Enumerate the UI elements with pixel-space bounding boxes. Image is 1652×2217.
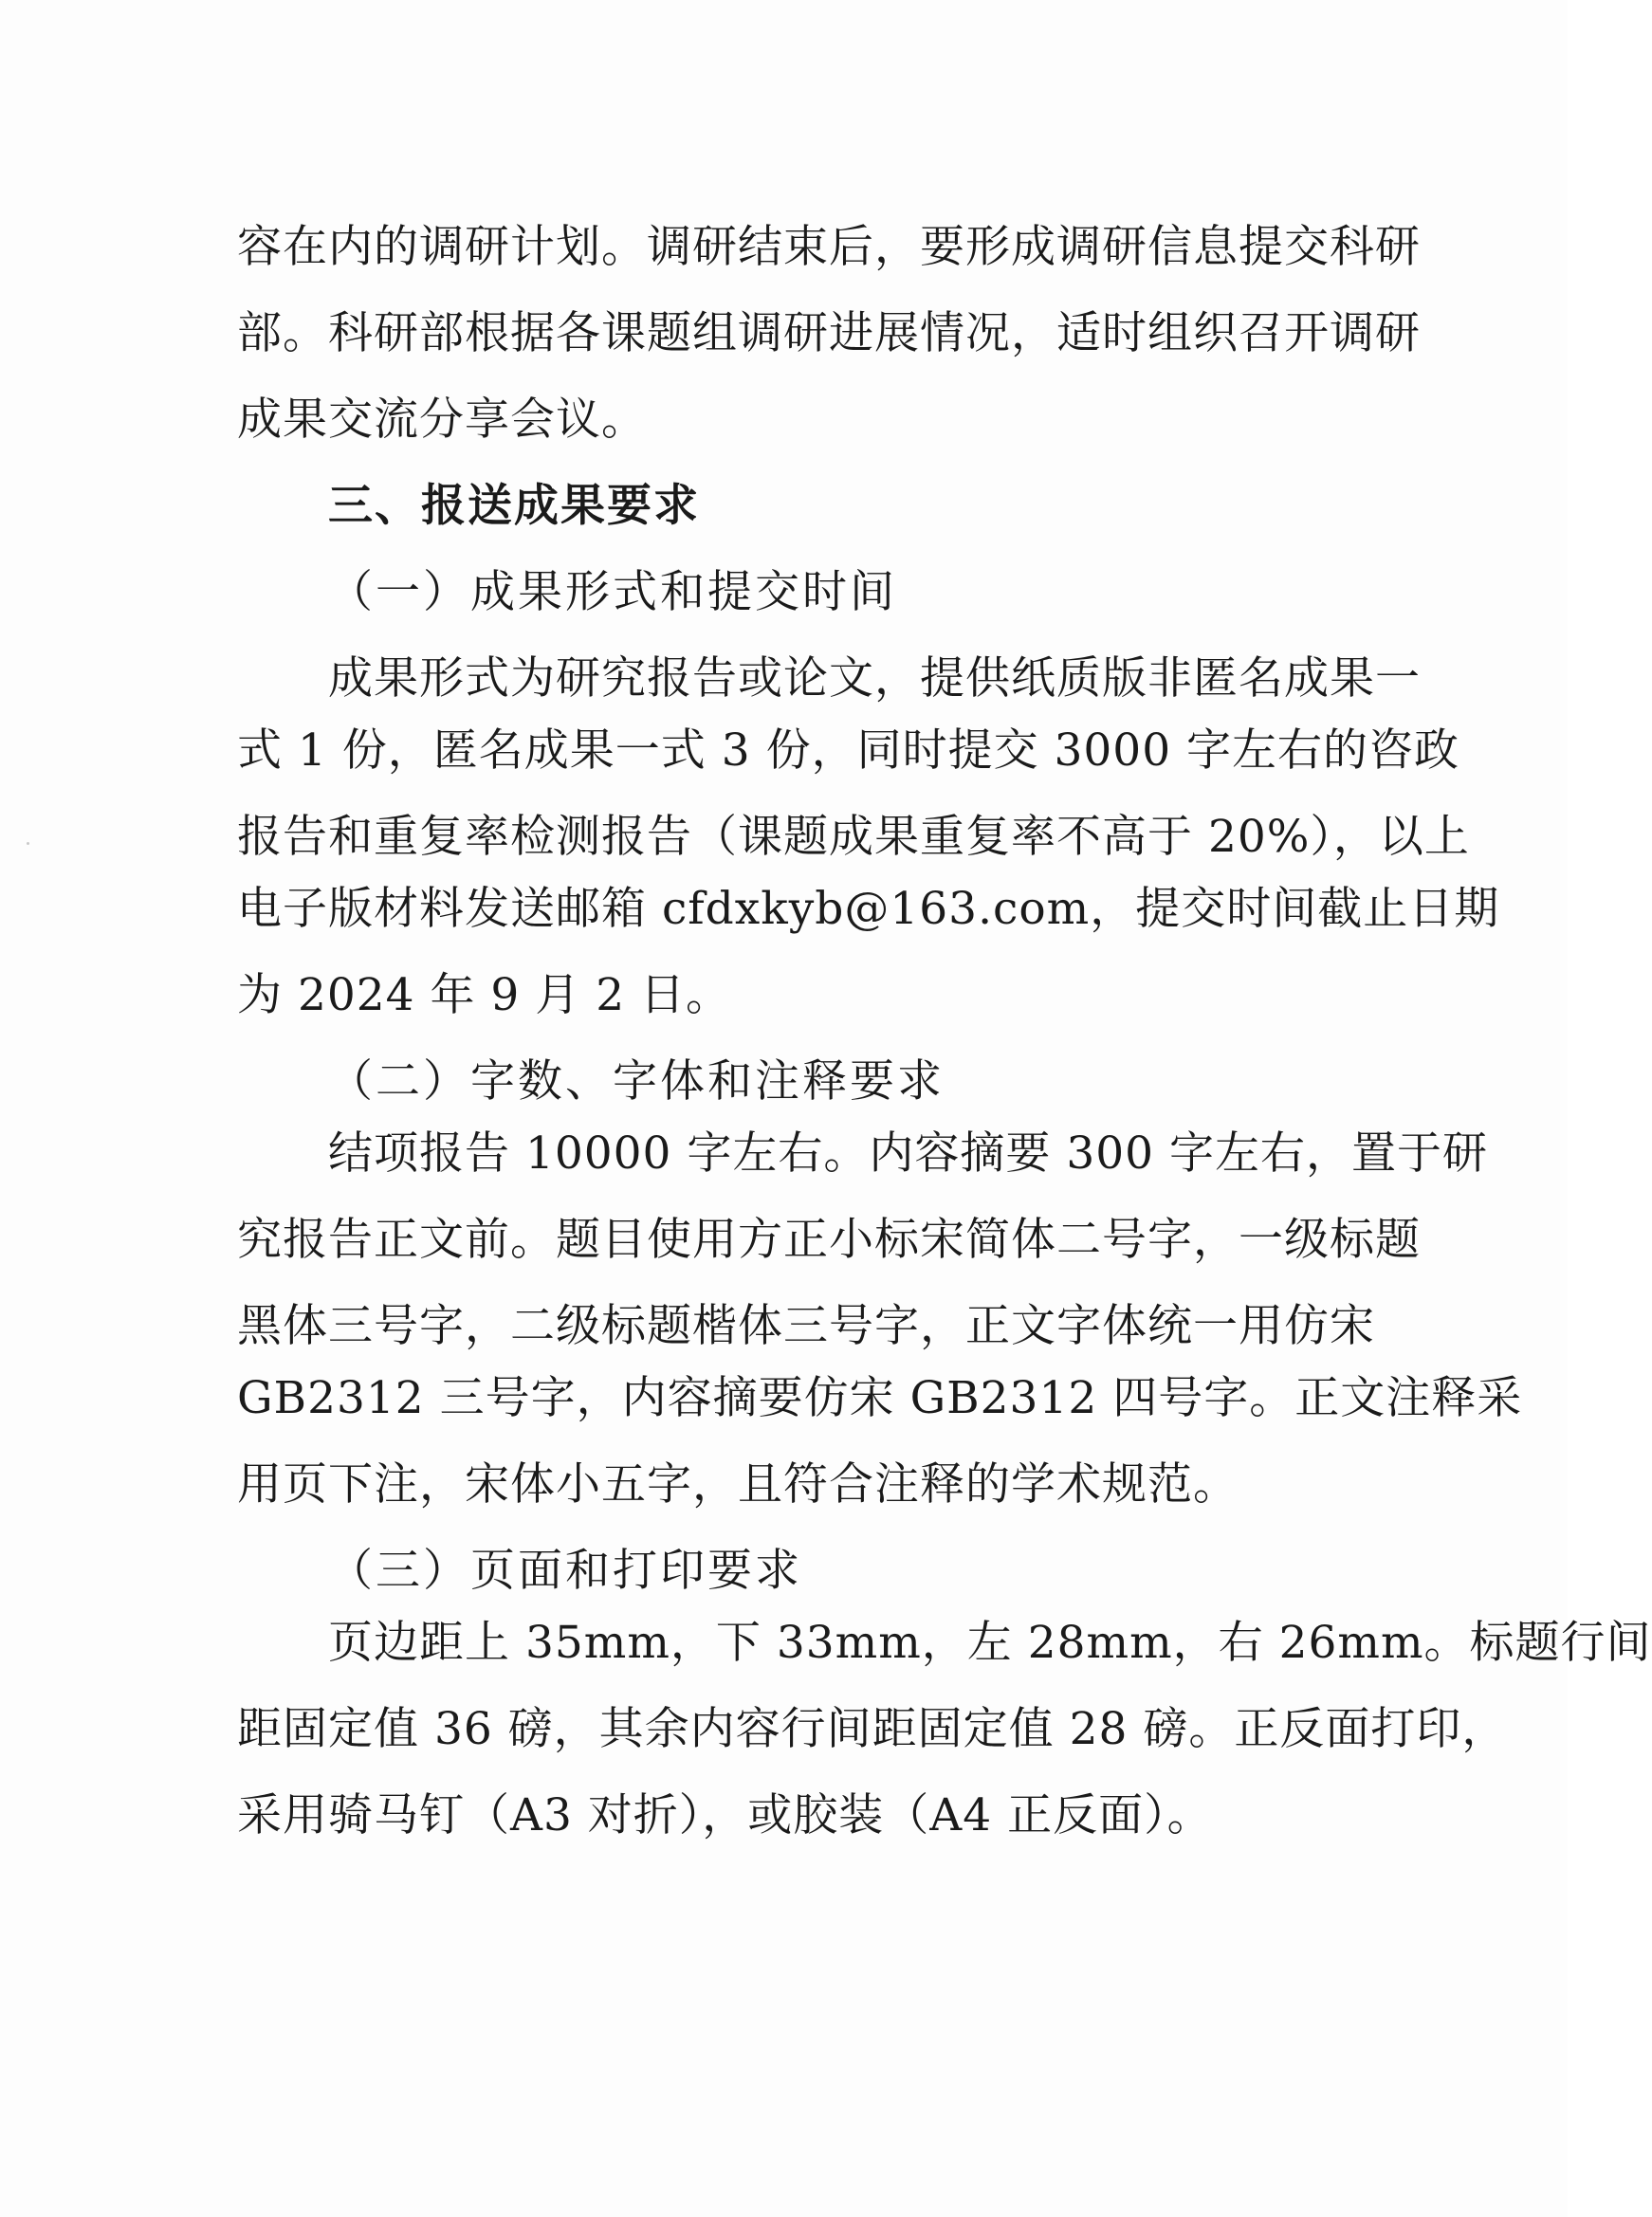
body-line: 成果形式为研究报告或论文，提供纸质版非匿名成果一 — [328, 652, 1421, 705]
scan-speck — [27, 842, 29, 845]
body-line: 用页下注，宋体小五字，且符合注释的学术规范。 — [237, 1458, 1239, 1511]
section-heading: 三、报送成果要求 — [328, 480, 700, 532]
subsection-heading: （二）字数、字体和注释要求 — [328, 1055, 945, 1108]
body-line: 距固定值 36 磅，其余内容行间距固定值 28 磅。正反面打印， — [237, 1703, 1508, 1755]
body-line: 部。科研部根据各课题组调研进展情况，适时组织召开调研 — [237, 307, 1421, 359]
body-line: 成果交流分享会议。 — [237, 394, 647, 446]
body-line: 容在内的调研计划。调研结束后，要形成调研信息提交科研 — [237, 221, 1421, 273]
body-line: GB2312 三号字，内容摘要仿宋 GB2312 四号字。正文注释采 — [237, 1372, 1523, 1424]
subsection-heading: （三）页面和打印要求 — [328, 1545, 802, 1597]
body-line: 电子版材料发送邮箱 cfdxkyb@163.com，提交时间截止日期 — [237, 883, 1500, 935]
body-line: 究报告正文前。题目使用方正小标宋简体二号字，一级标题 — [237, 1214, 1421, 1266]
body-line: 报告和重复率检测报告（课题成果重复率不高于 20%），以上 — [237, 811, 1470, 863]
body-line: 采用骑马钉（A3 对折），或胶装（A4 正反面）。 — [237, 1789, 1213, 1841]
subsection-heading: （一）成果形式和提交时间 — [328, 566, 897, 618]
body-line: 为 2024 年 9 月 2 日。 — [237, 969, 732, 1021]
body-line: 黑体三号字，二级标题楷体三号字，正文字体统一用仿宋 — [237, 1300, 1375, 1352]
body-line: 页边距上 35mm，下 33mm，左 28mm，右 26mm。标题行间 — [328, 1617, 1652, 1669]
body-line: 结项报告 10000 字左右。内容摘要 300 字左右，置于研 — [328, 1127, 1488, 1180]
body-line: 式 1 份，匿名成果一式 3 份，同时提交 3000 字左右的咨政 — [237, 724, 1460, 777]
